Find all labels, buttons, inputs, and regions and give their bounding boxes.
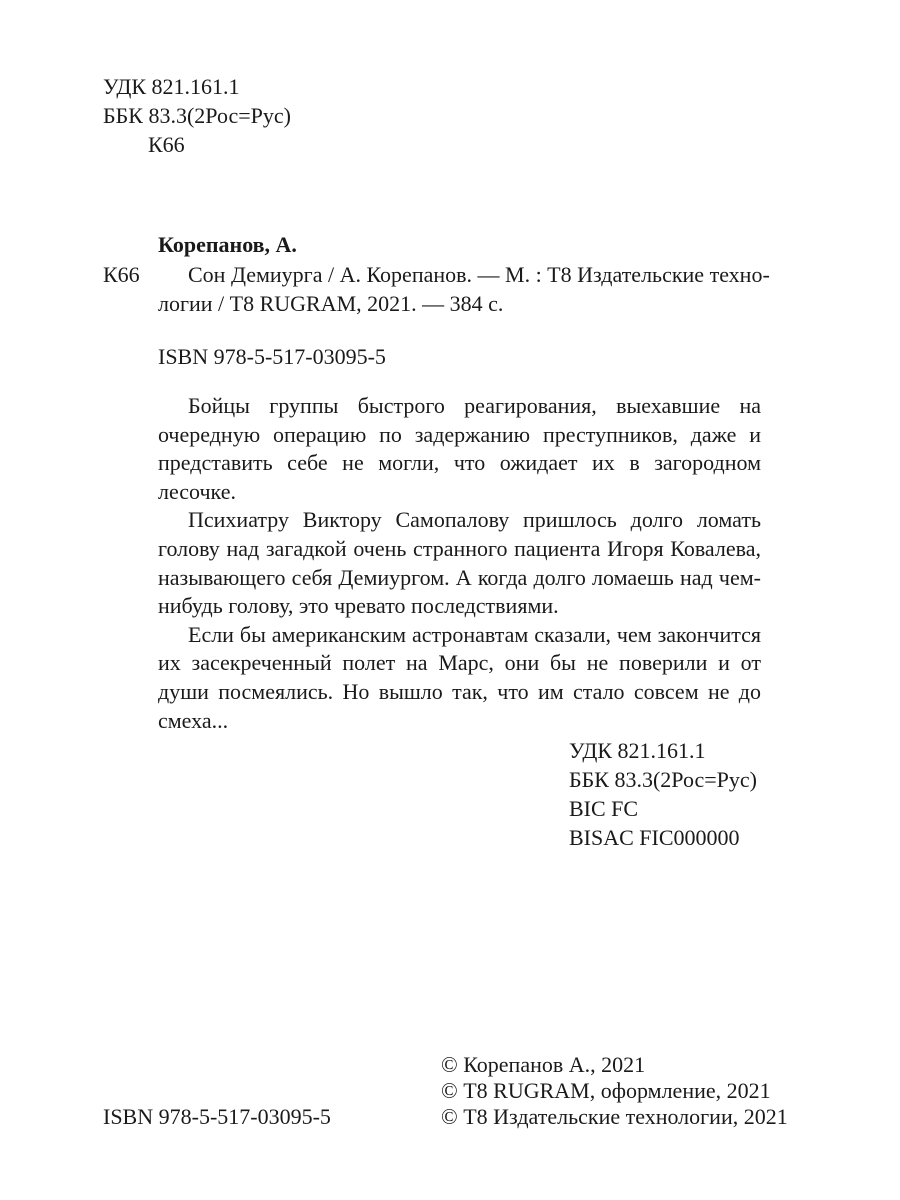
top-classification	[103, 72, 291, 159]
author-name: Корепанов, А.	[158, 232, 297, 257]
bibliographic-line-2: логии / Т8 RUGRAM, 2021. — 384 с.	[158, 291, 504, 316]
bisac-code: BISAC FIC000000	[569, 825, 740, 850]
abstract	[158, 392, 761, 735]
isbn: ISBN 978-5-517-03095-5	[158, 344, 386, 369]
copyright-line: © Т8 Издательские технологии, 2021	[441, 1104, 788, 1129]
copyright-line: © Т8 RUGRAM, оформление, 2021	[441, 1078, 771, 1103]
copyright-line: © Корепанов А., 2021	[441, 1052, 646, 1077]
bibliographic-line-1: Сон Демиурга / А. Корепанов. — М. : Т8 Издательские техно-	[188, 262, 770, 287]
abstract-paragraph: Бойцы группы быстрого реагирования, выехавшие на очередную операцию по задержанию преступников, даже и представить себе не могли, что ожидает их в загородном лесочке.	[158, 393, 761, 504]
udk-code: УДК 821.161.1	[569, 738, 706, 763]
author-mark-side: К66	[103, 262, 140, 287]
udk-code: УДК 821.161.1	[103, 74, 240, 99]
isbn-footer: ISBN 978-5-517-03095-5	[103, 1104, 331, 1129]
bic-code: BIC FC	[569, 796, 639, 821]
bbk-code: ББК 83.3(2Рос=Рус)	[569, 767, 757, 792]
bbk-code: ББК 83.3(2Рос=Рус)	[103, 103, 291, 128]
author-mark: К66	[148, 132, 185, 157]
classification-block	[569, 736, 757, 852]
copyright-block	[441, 1052, 788, 1130]
abstract-paragraph: Если бы американским астронавтам сказали, чем закончится их засекреченный полет на Марс, они бы не поверили и от души посмеялись. Но вышло так, что им стало совсем не до смеха...	[158, 621, 761, 733]
abstract-paragraph: Психиатру Виктору Самопалову пришлось долго ломать голову над загадкой очень странного пациента Игоря Ковалева, называющего себя Демиургом. А когда долго ломаешь над чем-нибудь голову, это чревато последствиями.	[158, 507, 761, 619]
